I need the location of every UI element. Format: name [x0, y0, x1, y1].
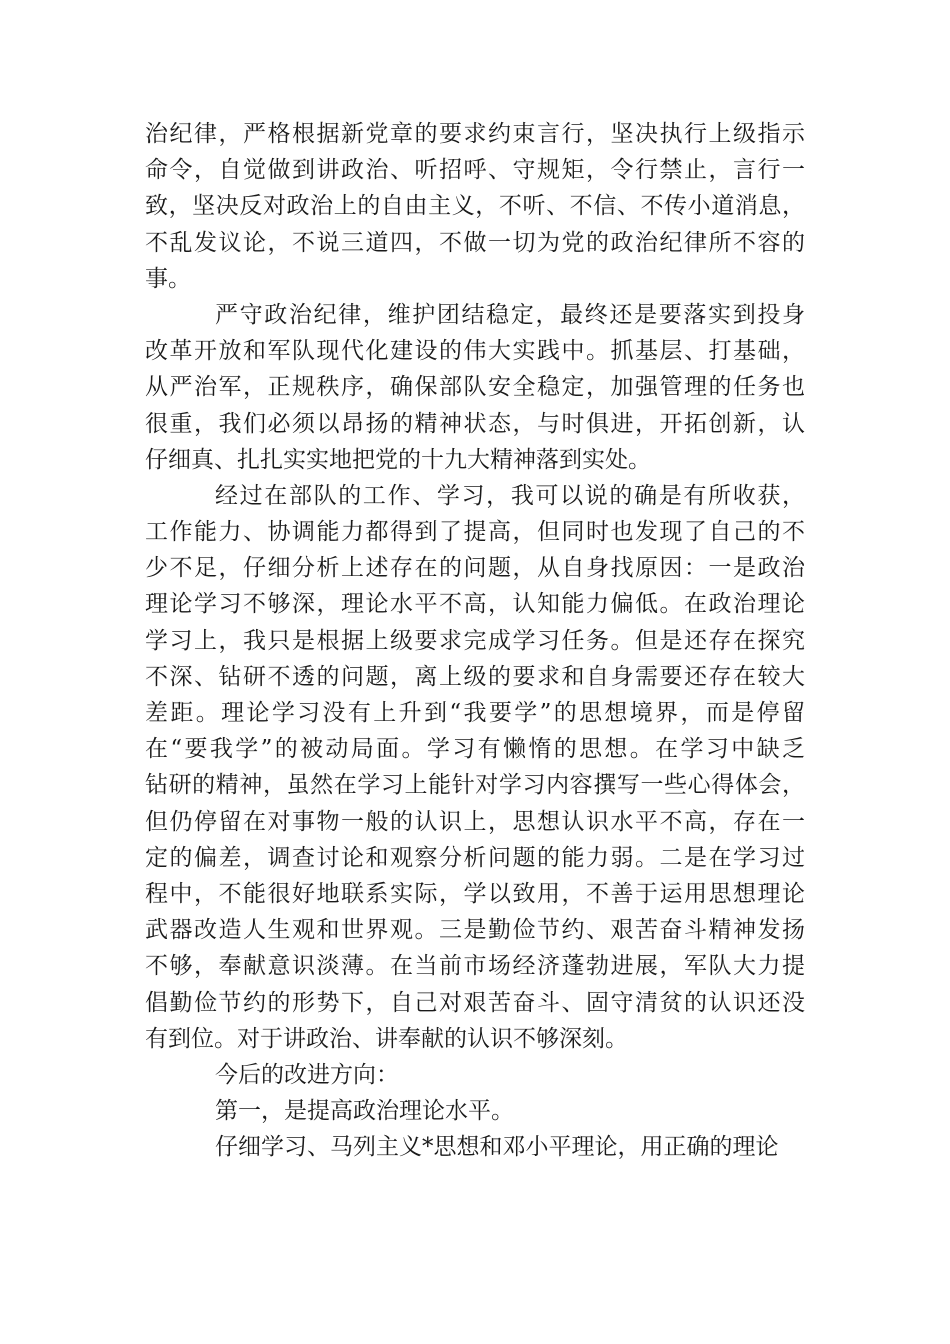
paragraph-p3 — [145, 478, 805, 1057]
text-line: 仔细学习、马列主义*思想和邓小平理论，用正确的理论 — [215, 1134, 779, 1161]
text-line: 第一，是提高政治理论水平。 — [215, 1098, 514, 1125]
text-line: 命令，自觉做到讲政治、听招呼、守规矩，令行禁止，言行一 — [145, 157, 805, 184]
paragraph-p1 — [145, 116, 805, 297]
text-line: 不够，奉献意识淡薄。在当前市场经济蓬勃进展，军队大力提 — [145, 953, 805, 980]
text-line: 事。 — [145, 265, 191, 292]
text-line: 经过在部队的工作、学习，我可以说的确是有所收获， — [215, 482, 805, 509]
text-line: 工作能力、协调能力都得到了提高，但同时也发现了自己的不 — [145, 519, 805, 546]
text-line: 但仍停留在对事物一般的认识上，思想认识水平不高，存在一 — [145, 808, 805, 835]
text-line: 有到位。对于讲政治、讲奉献的认识不够深刻。 — [145, 1025, 628, 1052]
text-line: 改革开放和军队现代化建设的伟大实践中。抓基层、打基础， — [145, 338, 805, 365]
text-line: 很重，我们必须以昂扬的精神状态，与时俱进，开拓创新，认 — [145, 410, 805, 437]
text-line: 少不足，仔细分析上述存在的问题，从自身找原因：一是政治 — [145, 555, 805, 582]
text-line: 程中，不能很好地联系实际，学以致用，不善于运用思想理论 — [145, 880, 805, 907]
text-line: 定的偏差，调查讨论和观察分析问题的能力弱。二是在学习过 — [145, 844, 805, 871]
text-line: 严守政治纪律，维护团结稳定，最终还是要落实到投身 — [215, 301, 805, 328]
text-line: 差距。理论学习没有上升到“我要学”的思想境界，而是停留 — [145, 700, 805, 726]
text-line: 武器改造人生观和世界观。三是勤俭节约、艰苦奋斗精神发扬 — [145, 917, 805, 944]
paragraph-p4 — [145, 1057, 805, 1093]
paragraph-p6 — [145, 1129, 805, 1165]
text-line: 理论学习不够深，理论水平不高，认知能力偏低。在政治理论 — [145, 591, 805, 618]
paragraph-p5 — [145, 1093, 805, 1129]
text-line: 从严治军，正规秩序，确保部队安全稳定，加强管理的任务也 — [145, 374, 805, 401]
text-line: 仔细真、扎扎实实地把党的十九大精神落到实处。 — [145, 446, 651, 473]
text-line: 在“要我学”的被动局面。学习有懒惰的思想。在学习中缺乏 — [145, 736, 805, 763]
text-line: 不乱发议论，不说三道四，不做一切为党的政治纪律所不容的 — [145, 229, 805, 256]
text-line: 倡勤俭节约的形势下，自己对艰苦奋斗、固守清贫的认识还没 — [145, 989, 805, 1016]
text-line: 钻研的精神，虽然在学习上能针对学习内容撰写一些心得体会， — [145, 772, 805, 799]
text-line: 治纪律，严格根据新党章的要求约束言行，坚决执行上级指示 — [145, 121, 805, 147]
document-body — [145, 116, 805, 1165]
text-line: 不深、钻研不透的问题，离上级的要求和自身需要还存在较大 — [145, 663, 805, 690]
paragraph-p2 — [145, 297, 805, 478]
text-line: 致，坚决反对政治上的自由主义，不听、不信、不传小道消息， — [145, 193, 805, 220]
text-line: 学习上，我只是根据上级要求完成学习任务。但是还存在探究 — [145, 627, 805, 654]
text-line: 今后的改进方向： — [215, 1061, 399, 1088]
